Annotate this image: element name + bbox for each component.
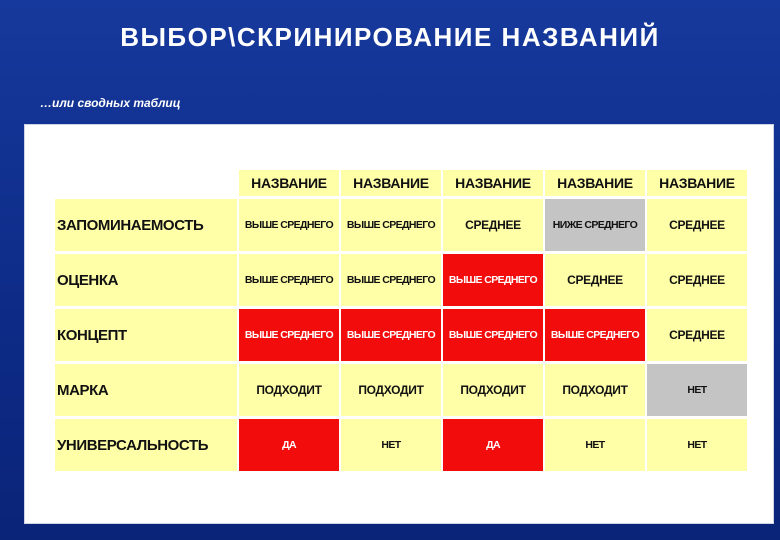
table-cell: ВЫШЕ СРЕДНЕГО [341, 309, 441, 361]
table-cell: НЕТ [647, 364, 747, 416]
table-cell: СРЕДНЕЕ [647, 254, 747, 306]
table-cell: ВЫШЕ СРЕДНЕГО [239, 254, 339, 306]
table-cell: ПОДХОДИТ [545, 364, 645, 416]
table-cell: НЕТ [341, 419, 441, 471]
row-label-rating: ОЦЕНКА [55, 254, 237, 306]
page-title: ВЫБОР\СКРИНИРОВАНИЕ НАЗВАНИЙ [120, 22, 660, 52]
table-cell: ВЫШЕ СРЕДНЕГО [239, 199, 339, 251]
column-header-2: НАЗВАНИЕ [341, 170, 441, 196]
table-cell: ВЫШЕ СРЕДНЕГО [545, 309, 645, 361]
row-label-universality: УНИВЕРСАЛЬНОСТЬ [55, 419, 237, 471]
table-cell: НЕТ [647, 419, 747, 471]
column-header-1: НАЗВАНИЕ [239, 170, 339, 196]
table-cell: ПОДХОДИТ [239, 364, 339, 416]
summary-table-panel [24, 124, 774, 524]
table-cell: СРЕДНЕЕ [647, 199, 747, 251]
column-header-4: НАЗВАНИЕ [545, 170, 645, 196]
row-label-concept: КОНЦЕПТ [55, 309, 237, 361]
table-cell: ВЫШЕ СРЕДНЕГО [443, 254, 543, 306]
table-cell: ВЫШЕ СРЕДНЕГО [239, 309, 339, 361]
table-cell: ДА [443, 419, 543, 471]
table-cell: НЕТ [545, 419, 645, 471]
table-cell: ПОДХОДИТ [341, 364, 441, 416]
table-cell: НИЖЕ СРЕДНЕГО [545, 199, 645, 251]
table-cell: ВЫШЕ СРЕДНЕГО [443, 309, 543, 361]
row-label-memorability: ЗАПОМИНАЕМОСТЬ [55, 199, 237, 251]
table-cell: ВЫШЕ СРЕДНЕГО [341, 254, 441, 306]
column-header-5: НАЗВАНИЕ [647, 170, 747, 196]
table-cell: СРЕДНЕЕ [647, 309, 747, 361]
table-cell: ДА [239, 419, 339, 471]
table-cell: ВЫШЕ СРЕДНЕГО [341, 199, 441, 251]
column-header-3: НАЗВАНИЕ [443, 170, 543, 196]
table-cell: ПОДХОДИТ [443, 364, 543, 416]
table-cell: СРЕДНЕЕ [545, 254, 645, 306]
table-cell: СРЕДНЕЕ [443, 199, 543, 251]
row-label-brand: МАРКА [55, 364, 237, 416]
page-subtitle: …или сводных таблиц [40, 96, 181, 110]
